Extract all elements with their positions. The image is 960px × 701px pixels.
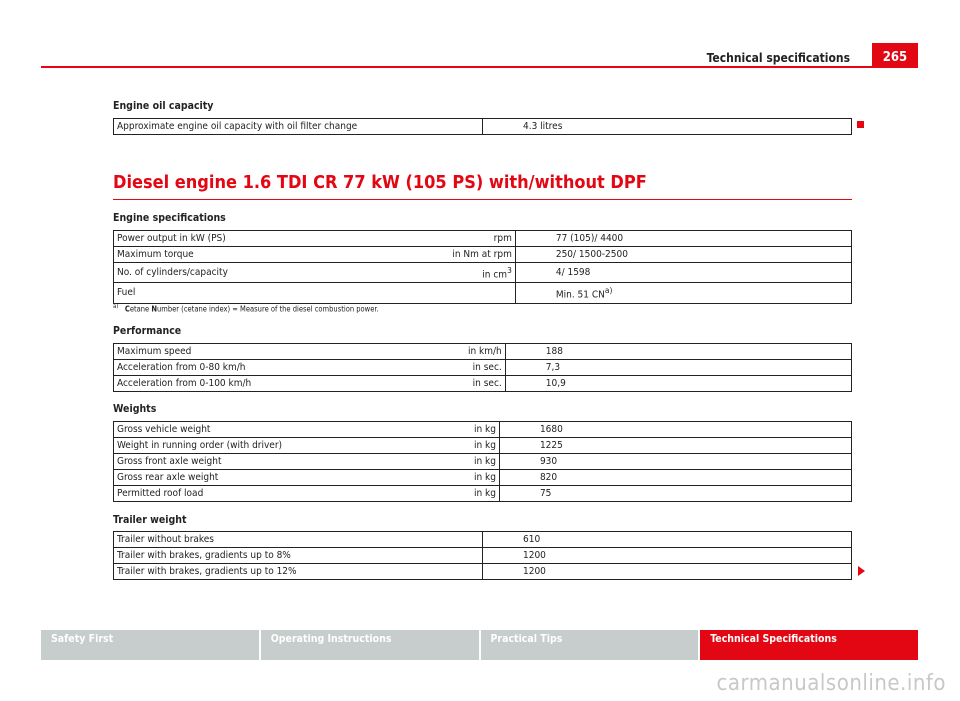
footnote-n: N bbox=[151, 304, 157, 314]
trailer-label: Trailer weight bbox=[113, 514, 187, 526]
spec-unit bbox=[471, 422, 499, 438]
table-row bbox=[114, 344, 852, 360]
tab-safety-first[interactable]: Safety First bbox=[41, 630, 259, 660]
spec-value bbox=[483, 548, 852, 564]
tab-operating-instructions[interactable]: Operating Instructions bbox=[261, 630, 479, 660]
footnote bbox=[113, 303, 379, 314]
section-title-rule bbox=[113, 199, 852, 200]
spec-value-text: 7,3 bbox=[545, 362, 561, 373]
tab-technical-specifications[interactable]: Technical Specifications bbox=[700, 630, 918, 660]
spec-name: Permitted roof load bbox=[114, 486, 471, 502]
end-square-icon bbox=[857, 121, 864, 128]
page-number-badge: 265 bbox=[872, 43, 918, 68]
spec-value-text: 10,9 bbox=[545, 378, 566, 389]
spec-value bbox=[499, 470, 851, 486]
spec-value-text: 4/ 1598 bbox=[555, 267, 591, 279]
spec-value-text: 930 bbox=[539, 456, 558, 467]
spec-unit bbox=[465, 344, 505, 360]
spec-unit-text: in kg bbox=[473, 456, 496, 467]
spec-unit bbox=[449, 283, 515, 303]
spec-name: Trailer without brakes bbox=[114, 532, 483, 548]
spec-value bbox=[499, 422, 851, 438]
spec-unit bbox=[449, 231, 515, 247]
spec-unit bbox=[471, 454, 499, 470]
oil-capacity-label: Engine oil capacity bbox=[113, 100, 214, 112]
spec-value bbox=[499, 438, 851, 454]
section-title: Diesel engine 1.6 TDI CR 77 kW (105 PS) with/without DPF bbox=[113, 172, 647, 193]
spec-unit bbox=[465, 376, 505, 392]
spec-unit-text: in kg bbox=[473, 472, 496, 483]
spec-name: Weight in running order (with driver) bbox=[114, 438, 471, 454]
spec-value bbox=[483, 564, 852, 580]
header-rule bbox=[41, 66, 918, 68]
table-row bbox=[114, 119, 852, 135]
engine-specs-table bbox=[113, 230, 852, 304]
table-row bbox=[114, 263, 852, 283]
spec-value-text: 1680 bbox=[539, 424, 563, 435]
spec-value bbox=[505, 344, 851, 360]
spec-name: Maximum speed bbox=[114, 344, 465, 360]
table-row bbox=[114, 438, 852, 454]
spec-unit-sup: 3 bbox=[507, 265, 512, 275]
spec-unit bbox=[471, 470, 499, 486]
arrow-right-icon bbox=[858, 566, 865, 576]
footnote-c: C bbox=[124, 304, 130, 314]
spec-unit-text: in kg bbox=[473, 488, 496, 499]
footnote-marker: a) bbox=[113, 303, 119, 310]
trailer-table bbox=[113, 531, 852, 580]
spec-unit bbox=[471, 438, 499, 454]
spec-value-text: 610 bbox=[523, 534, 541, 545]
spec-value-text: 820 bbox=[539, 472, 558, 483]
spec-value bbox=[505, 376, 851, 392]
spec-name: Acceleration from 0-80 km/h bbox=[114, 360, 465, 376]
spec-value bbox=[515, 231, 851, 247]
table-row bbox=[114, 247, 852, 263]
table-row bbox=[114, 454, 852, 470]
spec-value bbox=[499, 454, 851, 470]
engine-specs-label: Engine specifications bbox=[113, 212, 226, 224]
weights-table bbox=[113, 421, 852, 502]
spec-unit-text: in kg bbox=[473, 440, 496, 451]
spec-value bbox=[499, 486, 851, 502]
spec-name: Approximate engine oil capacity with oil filter change bbox=[114, 119, 483, 135]
table-row bbox=[114, 548, 852, 564]
spec-value-text: 1225 bbox=[539, 440, 563, 451]
spec-unit-text: in cm bbox=[482, 269, 508, 281]
table-row bbox=[114, 564, 852, 580]
oil-capacity-table bbox=[113, 118, 852, 135]
table-row bbox=[114, 422, 852, 438]
spec-value-text: 1200 bbox=[523, 550, 546, 561]
spec-unit-text: in sec. bbox=[472, 378, 502, 389]
table-row bbox=[114, 486, 852, 502]
performance-label: Performance bbox=[113, 325, 182, 337]
footnote-part1: etane bbox=[129, 304, 152, 314]
spec-value bbox=[483, 532, 852, 548]
spec-name: Gross vehicle weight bbox=[114, 422, 471, 438]
chapter-tabs bbox=[41, 630, 918, 660]
spec-unit bbox=[465, 360, 505, 376]
spec-name: Trailer with brakes, gradients up to 12% bbox=[114, 564, 483, 580]
spec-name: No. of cylinders/capacity bbox=[114, 263, 450, 283]
spec-value bbox=[515, 263, 851, 283]
spec-value-text: 75 bbox=[539, 488, 552, 499]
spec-value bbox=[515, 283, 851, 303]
spec-value-text: Min. 51 CN bbox=[555, 289, 605, 301]
spec-value-text: 188 bbox=[545, 346, 563, 357]
spec-name: Gross rear axle weight bbox=[114, 470, 471, 486]
spec-unit-text: in Nm at rpm bbox=[452, 249, 512, 260]
spec-name: Fuel bbox=[114, 283, 450, 303]
spec-value-sup: a) bbox=[604, 285, 613, 296]
table-row bbox=[114, 360, 852, 376]
spec-unit-text: rpm bbox=[493, 233, 512, 244]
spec-value bbox=[505, 360, 851, 376]
table-row bbox=[114, 231, 852, 247]
spec-value bbox=[483, 119, 852, 135]
spec-unit bbox=[449, 263, 515, 283]
spec-value-text: 250/ 1500-2500 bbox=[555, 249, 628, 260]
tab-practical-tips[interactable]: Practical Tips bbox=[481, 630, 699, 660]
spec-unit-text: in kg bbox=[473, 424, 496, 435]
spec-name: Maximum torque bbox=[114, 247, 450, 263]
spec-name: Trailer with brakes, gradients up to 8% bbox=[114, 548, 483, 564]
footnote-part2: umber (cetane index) = Measure of the diesel combustion power. bbox=[156, 304, 379, 314]
table-row bbox=[114, 470, 852, 486]
spec-unit bbox=[449, 247, 515, 263]
performance-table bbox=[113, 343, 852, 392]
running-header-title: Technical specifications bbox=[706, 51, 850, 65]
spec-unit bbox=[471, 486, 499, 502]
spec-name: Power output in kW (PS) bbox=[114, 231, 450, 247]
spec-value-text: 77 (105)/ 4400 bbox=[555, 233, 624, 244]
weights-label: Weights bbox=[113, 403, 157, 415]
spec-name: Gross front axle weight bbox=[114, 454, 471, 470]
spec-name: Acceleration from 0-100 km/h bbox=[114, 376, 465, 392]
table-row bbox=[114, 283, 852, 303]
spec-unit-text: in sec. bbox=[472, 362, 502, 373]
spec-unit-text: in km/h bbox=[467, 346, 502, 357]
table-row bbox=[114, 532, 852, 548]
spec-value bbox=[515, 247, 851, 263]
watermark: carmanualsonline.info bbox=[716, 671, 946, 696]
spec-value-text: 4.3 litres bbox=[523, 121, 563, 132]
spec-value-text: 1200 bbox=[523, 566, 546, 577]
table-row bbox=[114, 376, 852, 392]
